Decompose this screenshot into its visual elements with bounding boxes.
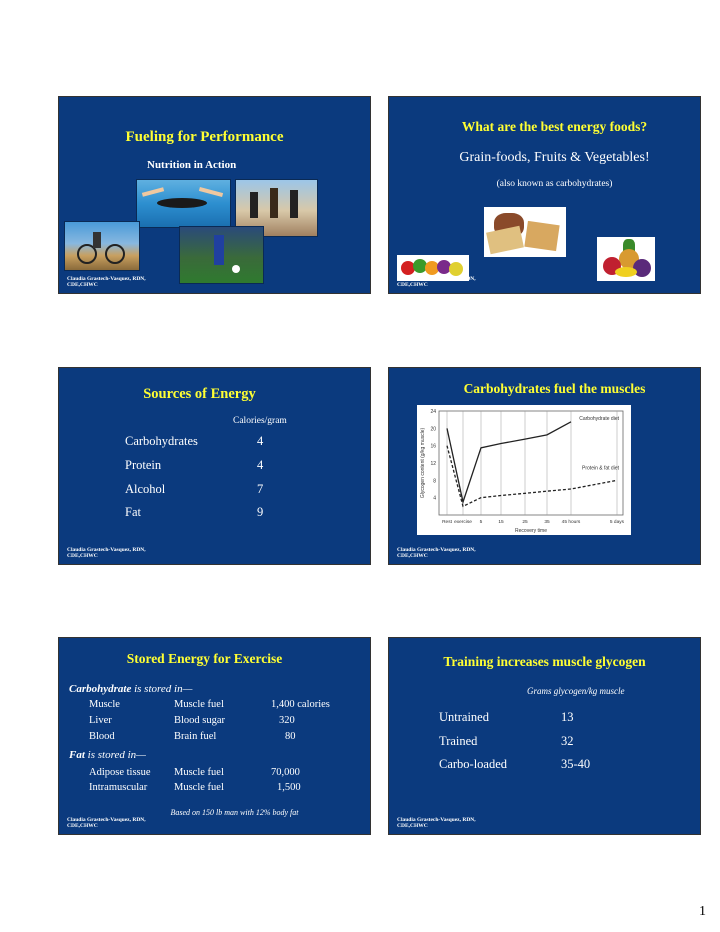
slide-footer: Claudia Grastech-Vasquez, RDN, CDE,CHWC	[67, 816, 146, 830]
slide-title: Carbohydrates fuel the muscles	[463, 381, 646, 396]
x-axis-label: Recovery time	[515, 528, 547, 534]
slide-subtitle: Nutrition in Action	[147, 159, 237, 171]
fruit-photo	[597, 237, 655, 281]
series-label: Protein & fat diet	[582, 465, 619, 472]
slide-footer: Claudia Grastech-Vasquez, RDN, CDE,CHWC	[397, 816, 476, 830]
x-tick-label: 45 hours	[561, 520, 581, 525]
energy-source-label: Alcohol	[125, 482, 166, 496]
y-tick-label: 16	[430, 443, 436, 450]
carb-amount: 80	[285, 731, 296, 742]
x-tick-label: 35	[544, 520, 550, 525]
y-axis-label: Glycogen content (g/kg muscle)	[420, 427, 426, 499]
carb-role: Brain fuel	[174, 731, 217, 742]
column-header: Calories/gram	[233, 416, 287, 426]
energy-source-value: 9	[257, 505, 264, 519]
fat-site: Adipose tissue	[89, 767, 151, 778]
training-value: 32	[561, 734, 574, 748]
carb-role: Muscle fuel	[174, 699, 224, 710]
fat-site: Intramuscular	[89, 782, 148, 793]
glycogen-chart-svg	[417, 405, 631, 535]
slide-3	[58, 367, 371, 565]
slide-note: Based on 150 lb man with 12% body fat	[170, 808, 299, 817]
fat-heading: Fat is stored in—	[69, 749, 146, 761]
training-label: Carbo-loaded	[439, 757, 508, 771]
training-value: 35-40	[561, 757, 591, 771]
carb-site: Muscle	[89, 699, 120, 710]
carb-amount: 320	[279, 715, 295, 726]
carb-amount: 1,400 calories	[271, 699, 330, 710]
page-number: 1	[699, 904, 706, 919]
series-label: Carbohydrate diet	[579, 416, 619, 422]
x-tick-label: exercise	[454, 520, 472, 525]
training-value: 13	[561, 710, 574, 724]
carb-site: Blood	[89, 731, 115, 742]
training-label: Trained	[439, 734, 478, 748]
cyclist-photo	[64, 221, 140, 271]
x-tick-label: Rest	[442, 520, 452, 525]
fat-role: Muscle fuel	[174, 767, 224, 778]
slide-title: Sources of Energy	[143, 386, 256, 402]
swimmer-photo	[136, 179, 231, 228]
energy-source-label: Carbohydrates	[125, 434, 198, 448]
slide-4	[388, 367, 701, 565]
fat-amount: 70,000	[271, 767, 300, 778]
slide-subtitle: Grain-foods, Fruits & Vegetables!	[459, 150, 650, 165]
slide-5	[58, 637, 371, 835]
carb-role: Blood sugar	[174, 715, 226, 726]
column-header: Grams glycogen/kg muscle	[527, 686, 625, 696]
plot-area	[439, 411, 623, 515]
grains-photo	[484, 207, 566, 257]
slide-title: What are the best energy foods?	[461, 119, 648, 134]
y-tick-label: 12	[430, 461, 436, 467]
y-tick-label: 24	[430, 409, 436, 415]
energy-source-value: 4	[257, 458, 264, 472]
slide-title: Stored Energy for Exercise	[126, 651, 283, 666]
fat-role: Muscle fuel	[174, 782, 224, 793]
x-tick-label: 15	[498, 520, 504, 525]
slide-footer: Claudia Grastech-Vasquez, RDN, CDE,CHWC	[67, 546, 146, 560]
slide-title: Training increases muscle glycogen	[443, 654, 646, 669]
slide-note: (also known as carbohydrates)	[496, 179, 613, 189]
x-tick-label: 25	[522, 520, 528, 525]
fat-amount: 1,500	[277, 782, 301, 793]
carb-site: Liver	[89, 715, 112, 726]
slide-1	[58, 96, 371, 294]
y-tick-label: 20	[430, 426, 436, 433]
slide-2	[388, 96, 701, 294]
slide-title: Fueling for Performance	[125, 129, 284, 145]
slide-footer: Claudia Grastech-Vasquez, RDN, CDE,CHWC	[397, 275, 476, 289]
slide-footer: Claudia Grastech-Vasquez, RDN, CDE,CHWC	[67, 275, 146, 289]
training-label: Untrained	[439, 710, 489, 724]
soccer-photo	[179, 226, 264, 284]
x-tick-label: 5 days	[609, 520, 625, 525]
energy-source-label: Fat	[125, 505, 141, 519]
energy-source-value: 4	[257, 434, 264, 448]
y-tick-label: 8	[433, 478, 436, 485]
slide-footer: Claudia Grastech-Vasquez, RDN, CDE,CHWC	[397, 546, 476, 560]
carb-heading: Carbohydrate is stored in—	[69, 683, 193, 695]
slide-6	[388, 637, 701, 835]
y-tick-label: 4	[433, 495, 436, 502]
glycogen-chart	[417, 405, 631, 535]
energy-source-value: 7	[257, 482, 264, 496]
x-tick-label: 5	[479, 520, 483, 525]
energy-source-label: Protein	[125, 458, 162, 472]
